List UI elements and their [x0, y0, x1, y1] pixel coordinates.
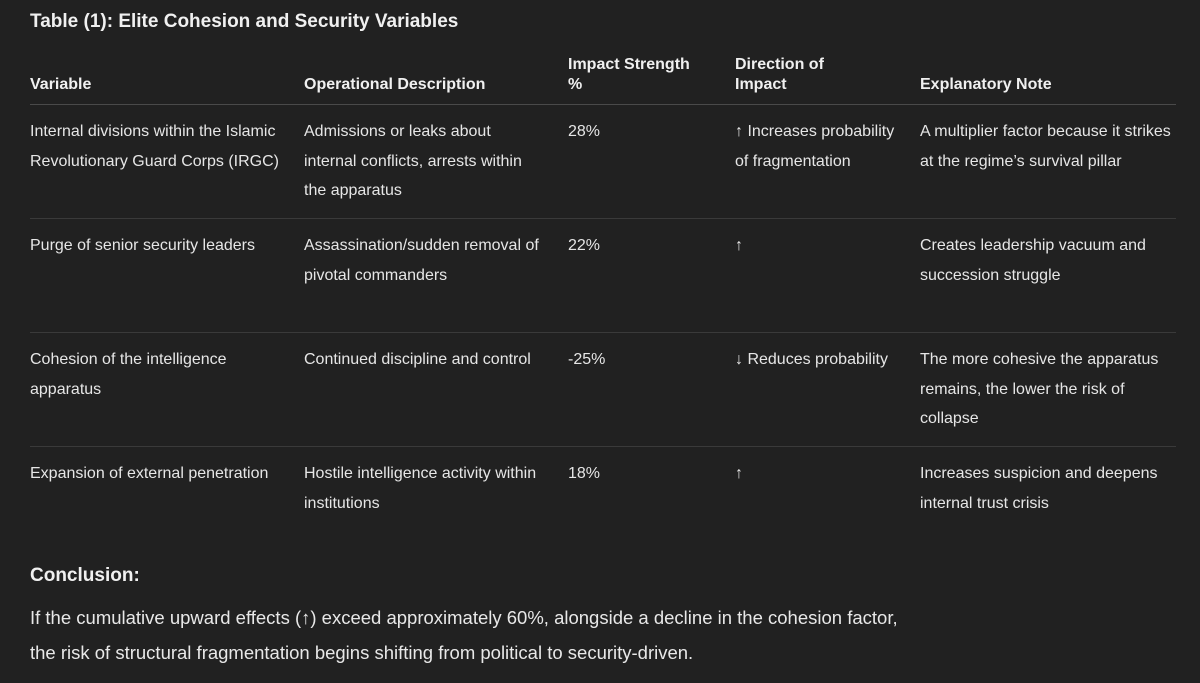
cell-description: Continued discipline and control [304, 351, 531, 368]
header-direction-of-impact: Direction of Impact [735, 56, 824, 93]
conclusion-heading: Conclusion: [30, 565, 140, 586]
conclusion-paragraph [30, 600, 1030, 670]
cell-variable: Purge of senior security leaders [30, 237, 255, 254]
cell-direction: ↓ Reduces probability [735, 351, 888, 368]
cell-variable: Cohesion of the intelligence apparatus [30, 351, 227, 398]
table-row [30, 114, 1176, 219]
cell-impact-strength: 28% [568, 123, 601, 140]
cell-impact-strength: -25% [568, 351, 606, 368]
cell-note: A multiplier factor because it strikes at the regime’s survival pillar [920, 123, 1171, 170]
table-row [30, 456, 1176, 536]
cell-description: Hostile intelligence activity within institutions [304, 465, 537, 512]
cell-variable: Internal divisions within the Islamic Revolutionary Guard Corps (IRGC) [30, 123, 279, 170]
cell-direction: ↑ Increases probability of fragmentation [735, 123, 895, 170]
cell-direction: ↑ [735, 465, 743, 482]
table-row [30, 342, 1176, 447]
cell-variable: Expansion of external penetration [30, 465, 269, 482]
cell-direction: ↑ [735, 237, 743, 254]
table-title: Table (1): Elite Cohesion and Security Variables [30, 11, 459, 32]
header-operational-description: Operational Description [304, 76, 486, 93]
cell-description: Admissions or leaks about internal conflicts, arrests within the apparatus [304, 123, 522, 199]
cell-impact-strength: 22% [568, 237, 601, 254]
conclusion-line-1: If the cumulative upward effects (↑) exceed approximately 60%, alongside a decline in the cohesion factor, [30, 607, 898, 628]
cell-description: Assassination/sudden removal of pivotal commanders [304, 237, 539, 284]
table-row [30, 228, 1176, 333]
cell-impact-strength: 18% [568, 465, 601, 482]
header-impact-strength: Impact Strength % [568, 56, 690, 93]
table-header-row [30, 56, 1176, 105]
header-explanatory-note: Explanatory Note [920, 76, 1052, 93]
cell-note: Creates leadership vacuum and succession struggle [920, 237, 1146, 284]
cell-note: The more cohesive the apparatus remains, the lower the risk of collapse [920, 351, 1159, 427]
cell-note: Increases suspicion and deepens internal trust crisis [920, 465, 1158, 512]
conclusion-line-2: the risk of structural fragmentation begins shifting from political to security-driven. [30, 642, 694, 663]
header-variable: Variable [30, 76, 92, 93]
